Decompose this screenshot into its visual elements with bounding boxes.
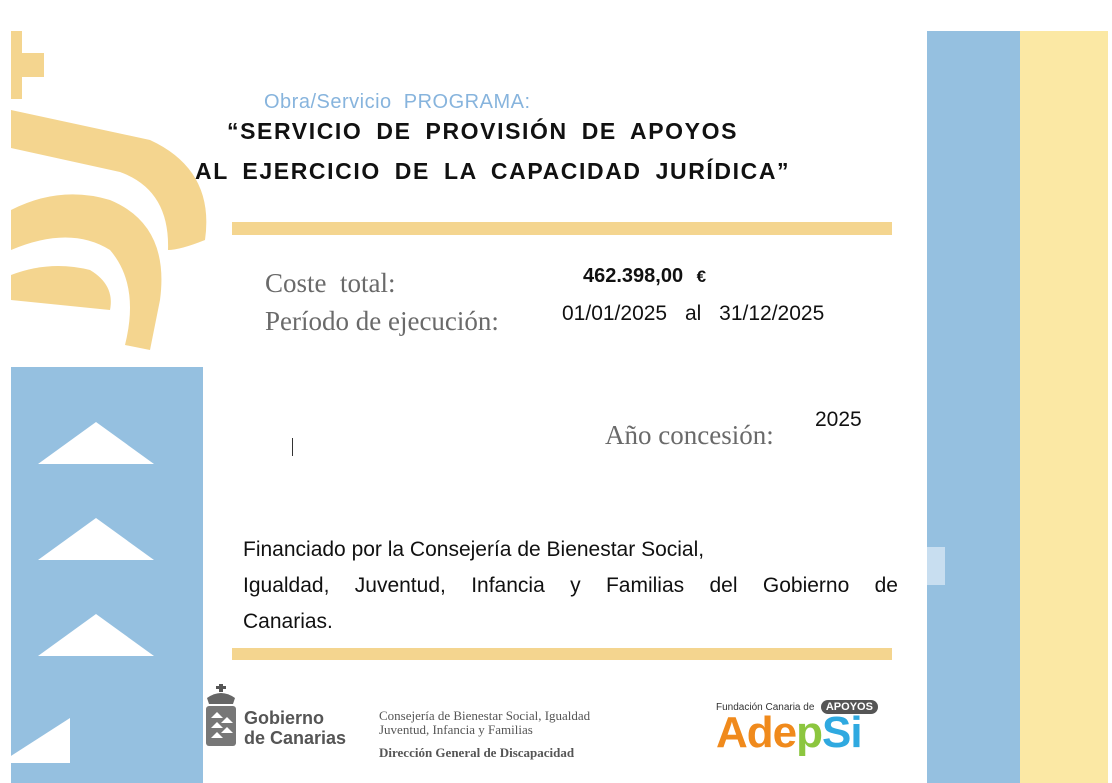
funding-statement xyxy=(243,532,898,640)
program-title-line-1: “SERVICIO DE PROVISIÓN DE APOYOS xyxy=(227,118,739,144)
fundacion-badge: APOYOS xyxy=(821,700,878,714)
mountain-triangle-3 xyxy=(38,614,154,656)
adepsi-letter-e: e xyxy=(772,708,797,757)
gobierno-canarias-logo-text xyxy=(244,708,346,748)
program-label: Obra/Servicio PROGRAMA: xyxy=(264,91,531,113)
cost-label: Coste total: xyxy=(265,268,396,298)
period-end: 31/12/2025 xyxy=(719,302,825,325)
consejeria-line-2: Juventud, Infancia y Familias xyxy=(379,722,533,737)
program-title-line-2: AL EJERCICIO DE LA CAPACIDAD JURÍDICA” xyxy=(195,158,791,184)
crown-cross-horizontal xyxy=(11,53,44,77)
funding-line-1: Financiado por la Consejería de Bienestar Social, xyxy=(243,538,705,561)
cost-value xyxy=(583,265,706,288)
fundacion-prefix: Fundación Canaria de xyxy=(716,702,815,713)
year-label: Año concesión: xyxy=(605,420,774,450)
crown-arcs xyxy=(0,100,230,360)
adepsi-letter-d: d xyxy=(746,708,773,757)
right-blue-stripe xyxy=(927,31,1020,783)
gobierno-canarias-crest-icon xyxy=(203,684,239,750)
cost-amount: 462.398,00 xyxy=(583,265,684,287)
consejeria-text xyxy=(379,709,590,760)
right-cream-stripe xyxy=(1020,31,1108,783)
adepsi-letter-s: S xyxy=(822,708,851,757)
period-value xyxy=(562,302,824,326)
mountain-triangle-4 xyxy=(0,718,70,763)
adepsi-wordmark xyxy=(716,708,862,758)
year-value: 2025 xyxy=(815,408,862,431)
period-separator: al xyxy=(684,302,702,325)
bottom-divider xyxy=(232,648,892,660)
text-cursor xyxy=(292,438,293,456)
consejeria-line-1: Consejería de Bienestar Social, Igualdad xyxy=(379,708,591,723)
funding-line-3: Canarias. xyxy=(243,610,333,633)
adepsi-letter-a: A xyxy=(716,708,747,757)
crown-emblem xyxy=(0,0,230,783)
right-stripe-notch xyxy=(927,547,945,585)
direccion-general: Dirección General de Discapacidad xyxy=(379,745,575,760)
period-start: 01/01/2025 xyxy=(562,302,668,325)
gobierno-line-2: de Canarias xyxy=(244,728,347,748)
funding-line-2: Igualdad, Juventud, Infancia y Familias del Gobierno de xyxy=(243,574,898,597)
adepsi-logo xyxy=(716,694,886,764)
top-divider xyxy=(232,222,892,235)
mountain-triangle-1 xyxy=(38,422,154,464)
adepsi-letter-i: i xyxy=(850,708,862,757)
period-label: Período de ejecución: xyxy=(265,306,499,336)
gobierno-line-1: Gobierno xyxy=(244,708,324,728)
currency-symbol: € xyxy=(696,267,707,286)
mountain-triangle-2 xyxy=(38,518,154,560)
adepsi-letter-p: p xyxy=(796,708,823,757)
